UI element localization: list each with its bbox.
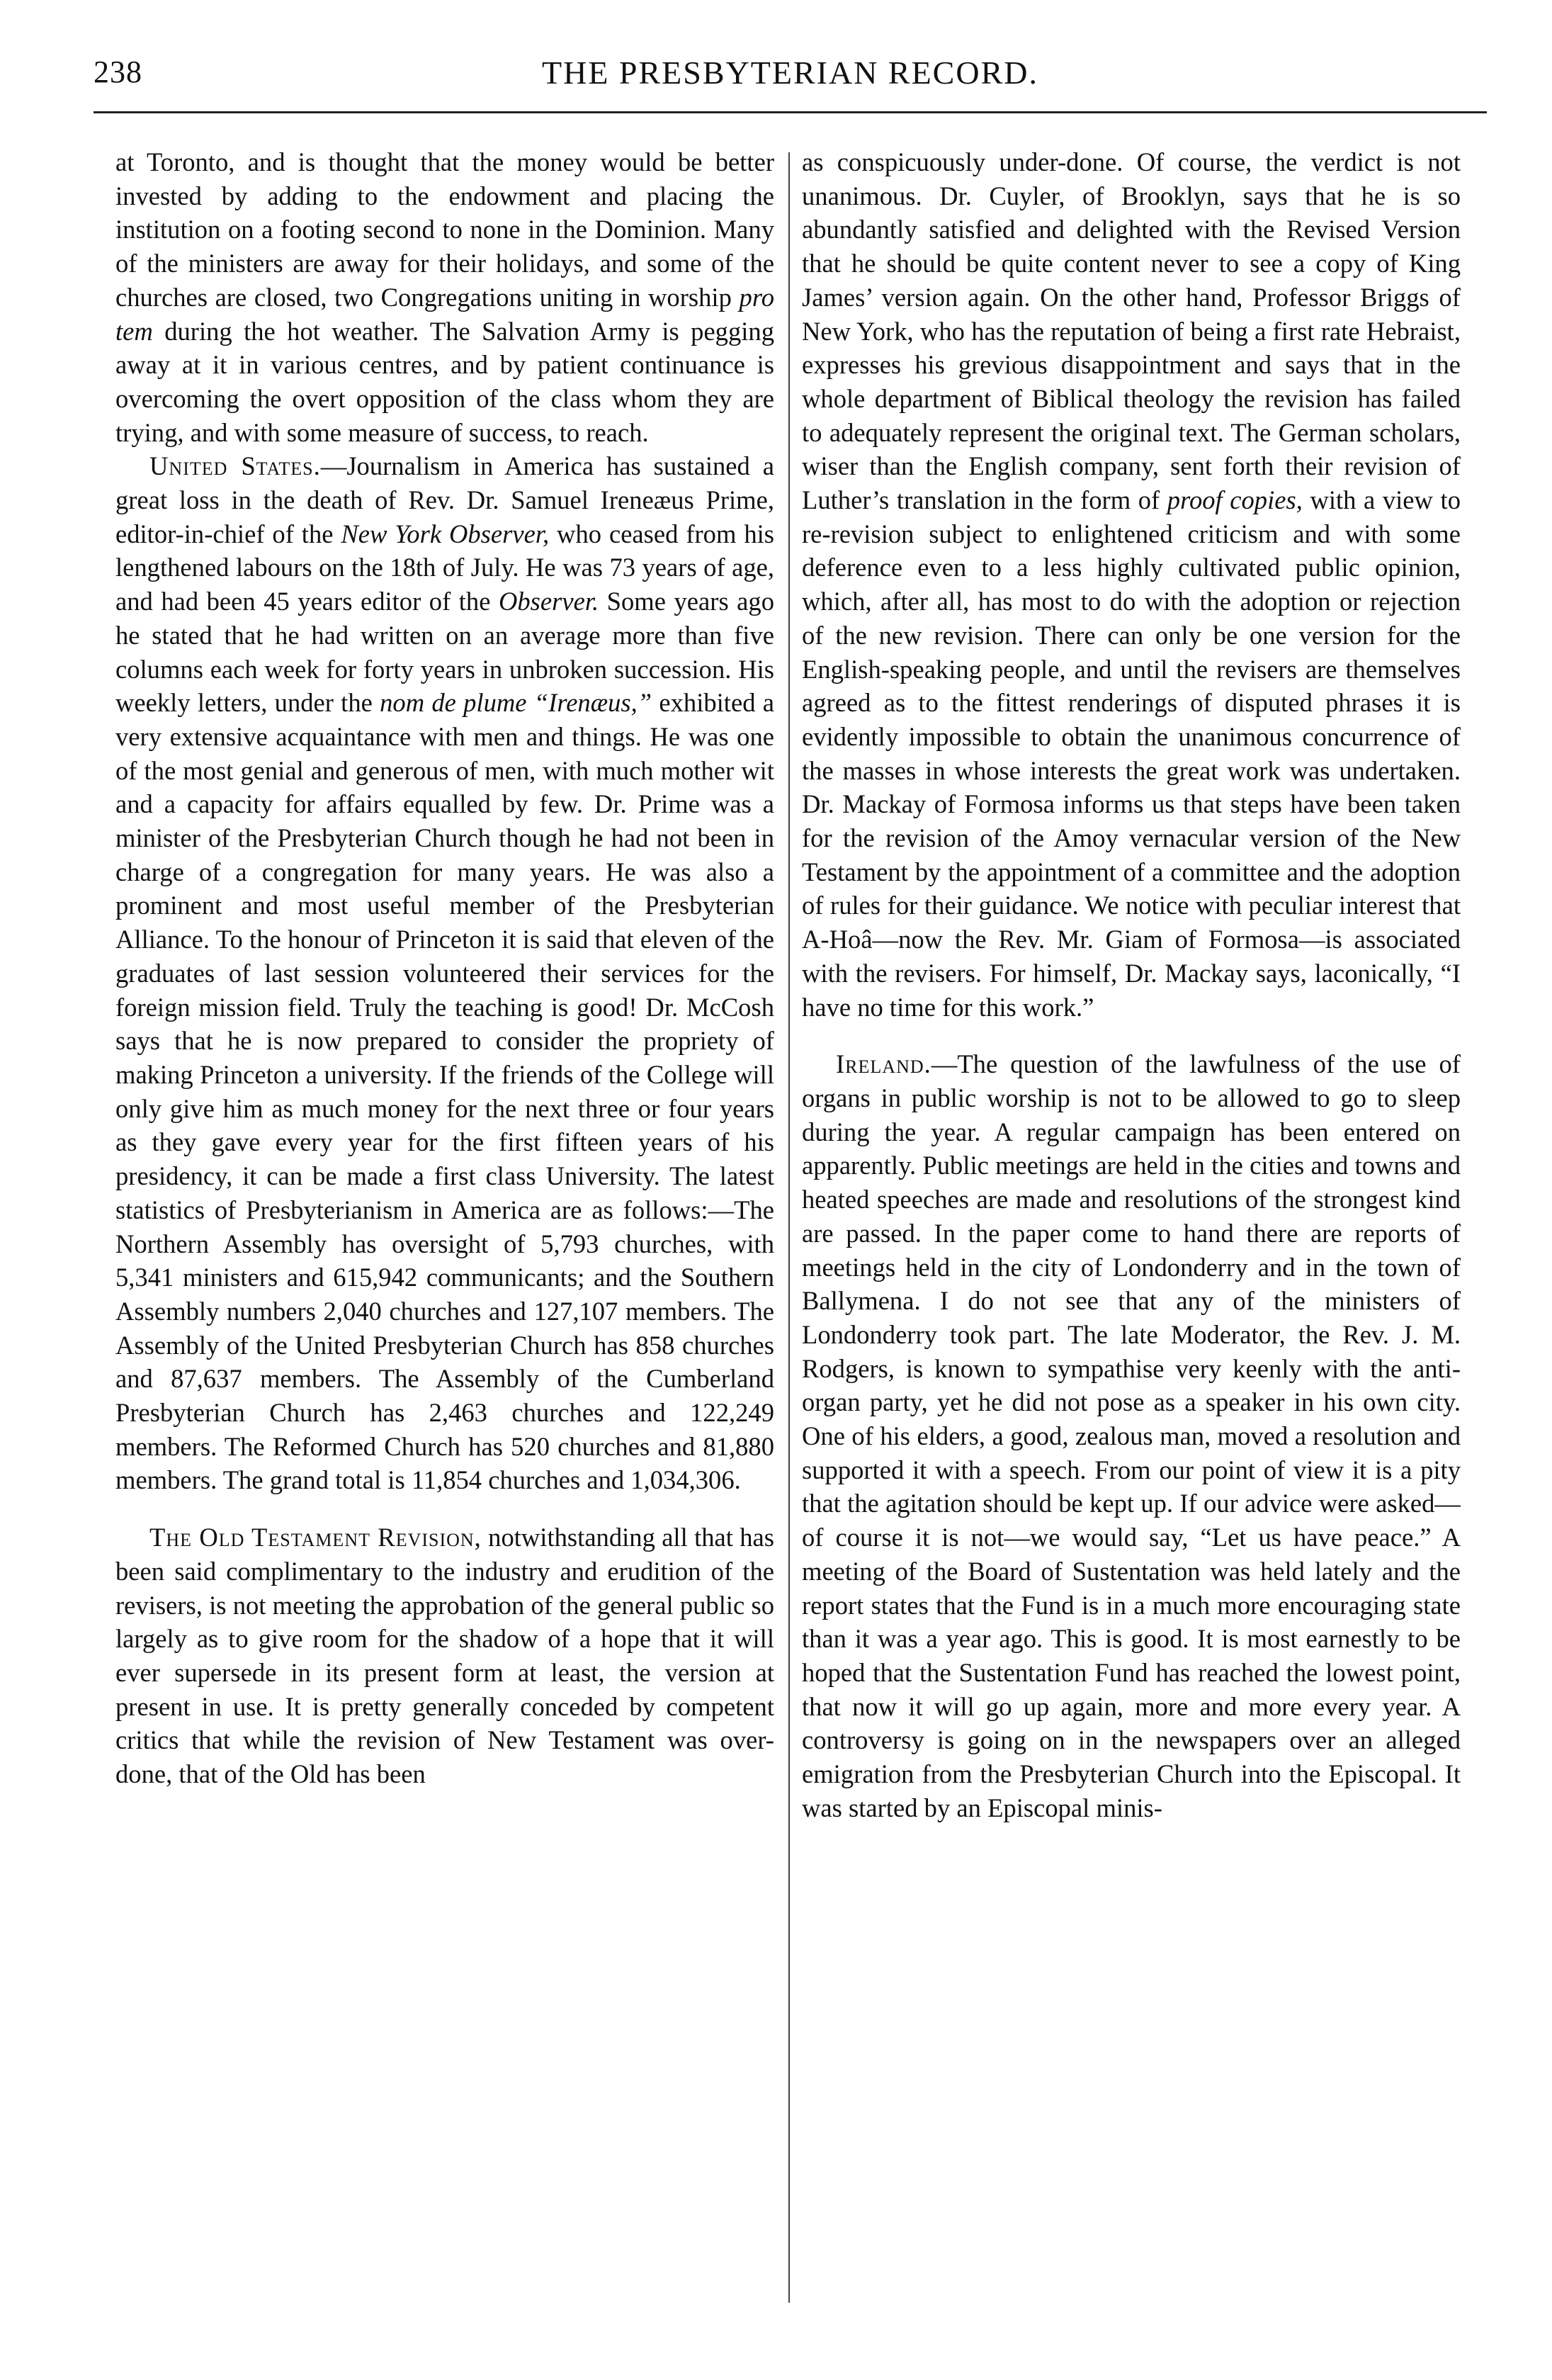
section-lead-united-states: United States. — [149, 451, 321, 481]
section-lead-old-testament-revision: The Old Testament Revision, — [149, 1523, 482, 1552]
header-rule — [94, 111, 1487, 113]
italic-phrase: nom de plume “Irenæus,” — [380, 688, 652, 718]
left-column — [115, 145, 774, 2313]
page-header — [94, 44, 1487, 101]
paragraph-text: at Toronto, and is thought that the money would be better invested by adding to the endowment and placing the institution on a footing second to none in the Dominion. Many of the ministers are away for their holidays, and some of the churches are closed, two Congregations uniting in worship — [115, 147, 774, 312]
paragraph-text: notwithstanding all that has been said complimentary to the industry and erudition of the revisers, is not meeting the approbation of the general public so largely as to give room for the shadow of a hope that it will ever supersede in its present form at least, the version at present in use. It is pretty generally conceded by competent critics that while the revision of New Testament was over-done, that of the Old has been — [115, 1523, 774, 1789]
italic-phrase: Observer. — [498, 587, 599, 616]
column-divider — [788, 152, 790, 2303]
paragraph-revision-continued — [802, 145, 1461, 1024]
paragraph-text: as conspicuously under-done. Of course, the verdict is not unanimous. Dr. Cuyler, of Brooklyn, says that he is so abundantly satisfied and delighted with the Revised Version that he should be quite content never to see a copy of King James’ version again. On the other hand, Professor Briggs of New York, who has the reputation of being a first rate Hebraist, expresses his grevious disappointment and says that in the whole department of Biblical theology the revision has failed to adequately represent the original text. The German scholars, wiser than the English company, sent forth their revision of Luther’s translation in the form of — [802, 147, 1461, 515]
page-number: 238 — [94, 55, 142, 89]
paragraph-text: who ceased from his lengthened labours on the 18th of July. He was 73 years of age, and had been 45 years editor of the — [115, 519, 774, 616]
paragraph-text: exhibited a very extensive acquaintance with men and things. He was one of the most genial and generous of men, with much mother wit and a capacity for affairs equalled by few. Dr. Prime was a minister of the Presbyterian Church though he had not been in charge of a congregation for many years. He was also a prominent and most useful member of the Presbyterian Alliance. To the honour of Princeton it is said that eleven of the graduates of last session volunteered their services for the foreign mission field. Truly the teaching is good! Dr. McCosh says that he is now prepared to consider the propriety of making Princeton a university. If the friends of the College will only give him as much money for the next three or four years as they gave every year for the first fifteen years of his presidency, it can be made a first class University. The latest statistics of Presbyterianism in America are as follows:—The Northern Assembly has oversight of 5,793 churches, with 5,341 ministers and 615,942 communicants; and the Southern Assembly numbers 2,040 churches and 127,107 members. The Assembly of the United Presbyterian Church has 858 churches and 87,637 members. The Assembly of the Cumberland Presbyterian Church has 2,463 churches and 122,249 members. The Reformed Church has 520 churches and 81,880 members. The grand total is 11,854 churches and 1,034,306. — [115, 688, 774, 1495]
paragraph-toronto — [115, 145, 774, 449]
paragraph-text: with a view to re-revision subject to enlightened criticism and with some deference even to a less highly cultivated public opinion, which, after all, has most to do with the adoption or rejection of the new revision. There can only be one version for the English-speaking people, and until the revisers are themselves agreed as to the fittest renderings of disputed phrases it is evidently impossible to obtain the unanimous concurrence of the masses in whose interests the great work was undertaken. Dr. Mackay of Formosa informs us that steps have been taken for the revision of the Amoy vernacular version of the New Testament by the appointment of a committee and the adoption of rules for their guidance. We notice with peculiar interest that A-Hoâ—now the Rev. Mr. Giam of Formosa—is associated with the revisers. For himself, Dr. Mackay says, laconically, “I have no time for this work.” — [802, 485, 1461, 1022]
section-lead-ireland: Ireland. — [836, 1049, 931, 1079]
right-column — [802, 145, 1461, 2313]
paragraph-text: —Journalism in America has sustained a great loss in the death of Rev. Dr. Samuel Ireneæus Prime, editor-in-chief of the — [115, 451, 774, 548]
paragraph-text: Some years ago he stated that he had written on an average more than five columns each week for forty years in unbroken succession. His weekly letters, under the — [115, 587, 774, 718]
italic-phrase: pro tem — [115, 282, 774, 346]
paragraph-text: —The question of the lawfulness of the use of organs in public worship is not to be allowed to go to sleep during the year. A regular campaign has been entered on apparently. Public meetings are held in the cities and towns and heated speeches are made and resolutions of the strongest kind are passed. In the paper come to hand there are reports of meetings held in the city of Londonderry and in the town of Ballymena. I do not see that any of the ministers of Londonderry took part. The late Moderator, the Rev. J. M. Rodgers, is known to sympathise very keenly with the anti-organ party, yet he did not pose as a speaker in his own city. One of his elders, a good, zealous man, moved a resolution and supported it with a speech. From our point of view it is a pity that the agitation should be kept up. If our advice were asked—of course it is not—we would say, “Let us have peace.” A meeting of the Board of Sustentation was held lately and the report states that the Fund is in a much more encouraging state than it was a year ago. This is good. It is most earnestly to be hoped that the Sustentation Fund has reached the lowest point, that now it will go up again, more and more every year. A controversy is going on in the newspapers over an alleged emigration from the Presbyterian Church into the Episcopal. It was started by an Episcopal minis- — [802, 1049, 1461, 1822]
italic-phrase: proof copies, — [1167, 485, 1303, 515]
italic-phrase: New York Observer, — [341, 519, 550, 548]
running-head-title: THE PRESBYTERIAN RECORD. — [542, 55, 1038, 91]
paragraph-old-testament-revision — [115, 1521, 774, 1791]
paragraph-ireland — [802, 1047, 1461, 1825]
paragraph-united-states — [115, 449, 774, 1497]
paragraph-text: during the hot weather. The Salvation Army is pegging away at it in various centres, and by patient continuance is overcoming the overt opposition of the class whom they are trying, and with some measure of success, to reach. — [115, 316, 774, 447]
